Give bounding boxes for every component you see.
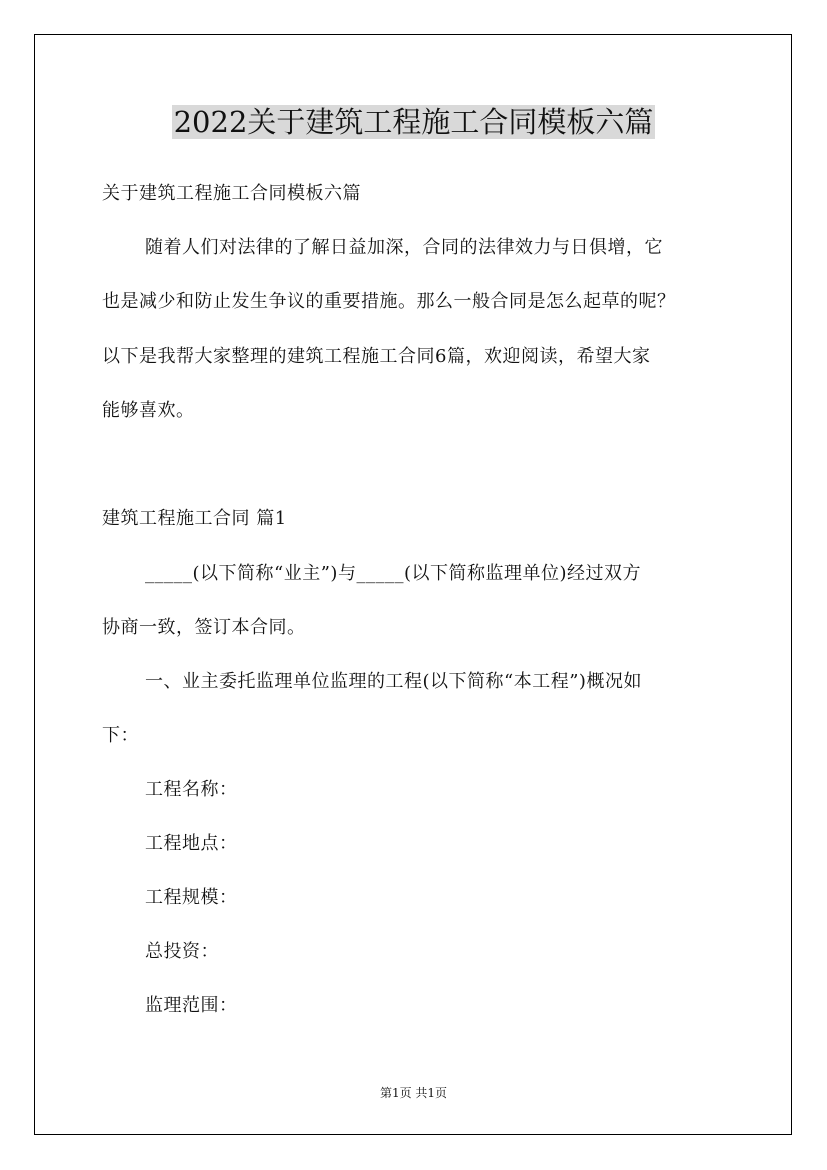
field-total-investment: 总投资：	[145, 941, 219, 962]
field-supervision-scope: 监理范围：	[145, 995, 238, 1016]
clause-1-line-2: 下：	[102, 725, 139, 746]
document-title: 2022关于建筑工程施工合同模板六篇	[173, 105, 654, 139]
field-project-location: 工程地点：	[145, 833, 238, 854]
intro-paragraph-line-2: 也是减少和防止发生争议的重要措施。那么一般合同是怎么起草的呢？	[102, 291, 676, 312]
section-heading: 建筑工程施工合同 篇1	[102, 508, 287, 529]
intro-paragraph-line-3: 以下是我帮大家整理的建筑工程施工合同6篇，欢迎阅读，希望大家	[102, 346, 651, 367]
page-footer: 第1页 共1页	[379, 1086, 448, 1100]
parties-paragraph-line-2: 协商一致，签订本合同。	[102, 617, 306, 638]
intro-paragraph-line-1: 随着人们对法律的了解日益加深，合同的法律效力与日俱增，它	[145, 237, 663, 258]
parties-paragraph-line-1: _____(以下简称“业主”)与_____(以下简称监理单位)经过双方	[145, 563, 641, 584]
field-project-scale: 工程规模：	[145, 887, 238, 908]
clause-1-line-1: 一、业主委托监理单位监理的工程(以下简称“本工程”)概况如	[145, 671, 642, 692]
document-subtitle: 关于建筑工程施工合同模板六篇	[102, 183, 361, 204]
field-project-name: 工程名称：	[145, 779, 238, 800]
intro-paragraph-line-4: 能够喜欢。	[102, 400, 195, 421]
